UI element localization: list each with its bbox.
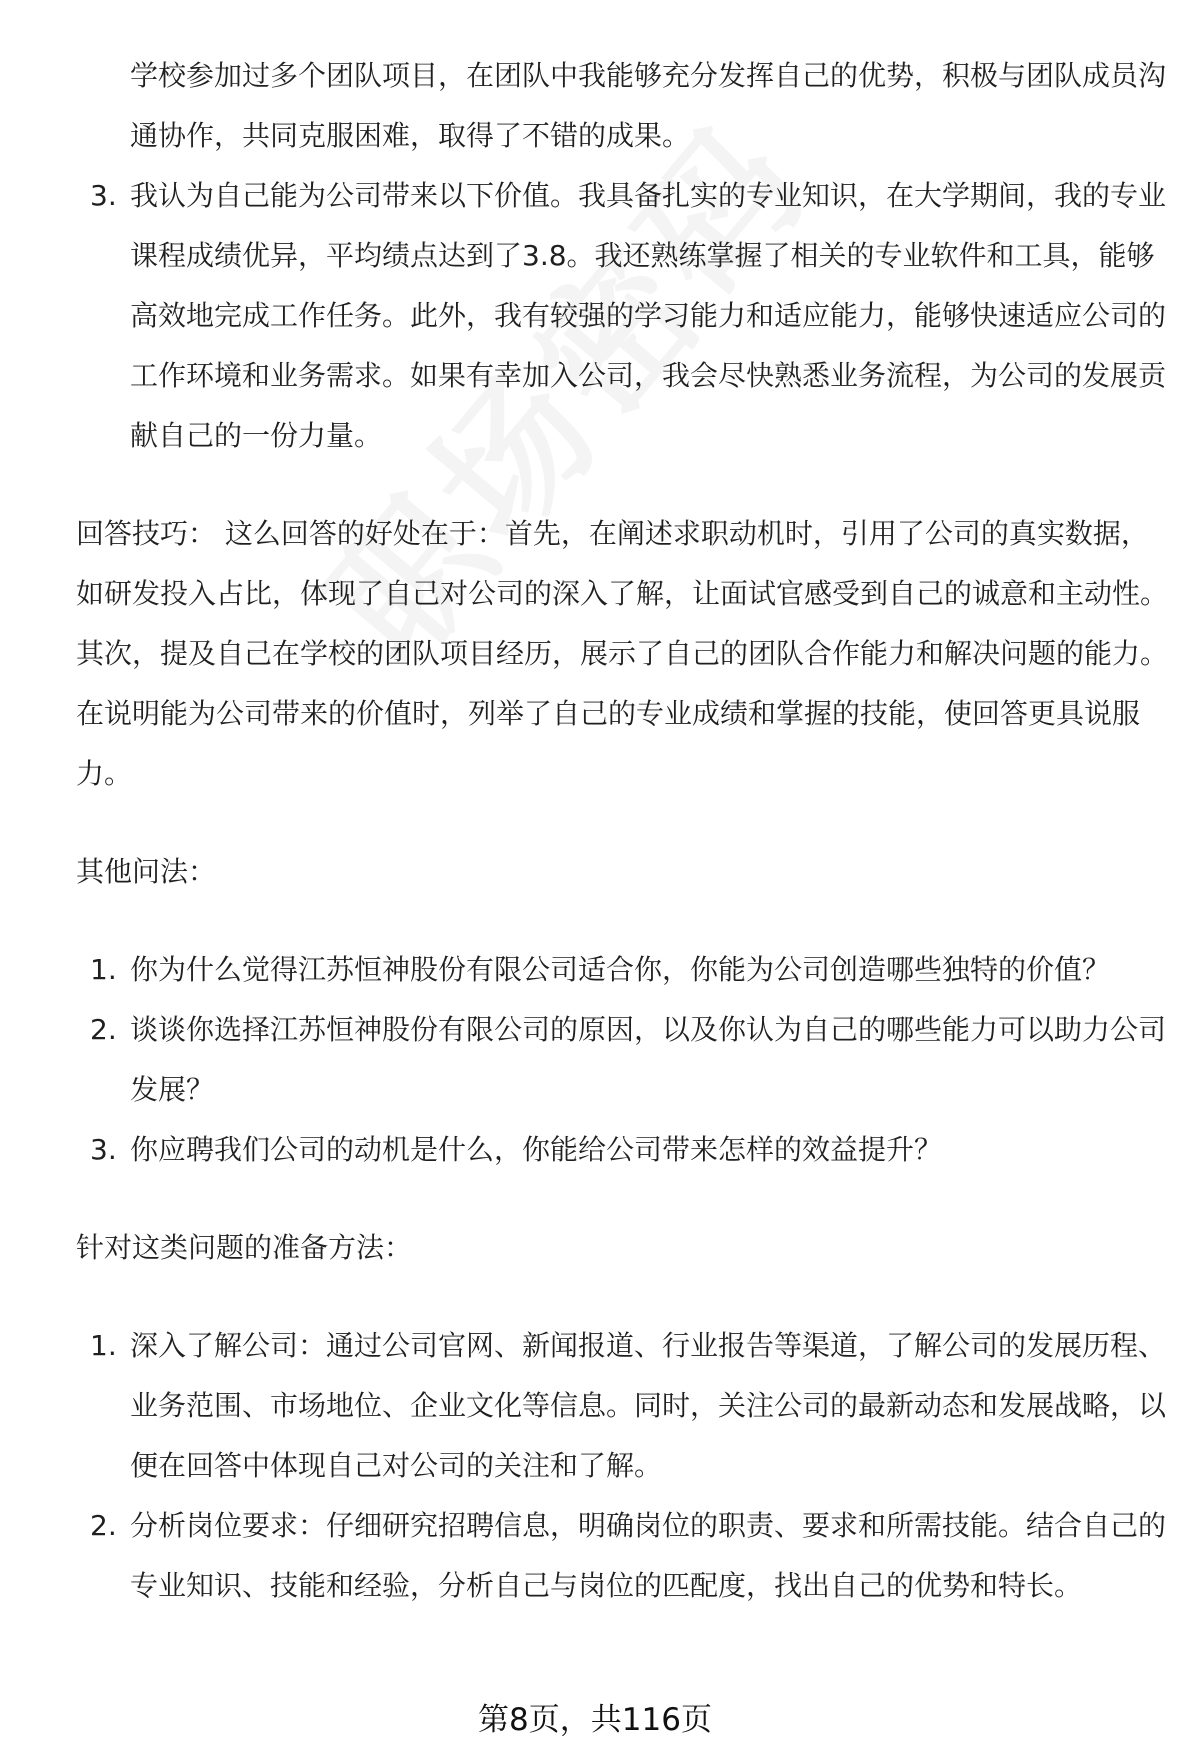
list-item-text: 谈谈你选择江苏恒神股份有限公司的原因，以及你认为自己的哪些能力可以助力公司发展？	[130, 1013, 1167, 1106]
preparation-item	[76, 1496, 1176, 1616]
preparation-heading: 针对这类问题的准备方法：	[76, 1231, 413, 1264]
spacer	[76, 804, 1176, 842]
list-number: 2.	[90, 1013, 117, 1046]
list-item-text: 深入了解公司：通过公司官网、新闻报道、行业报告等渠道，了解公司的发展历程、业务范围、市场地位、企业文化等信息。同时，关注公司的最新动态和发展战略，以便在回答中体现自己对公司的关注和了解。	[130, 1329, 1167, 1482]
list-number: 1.	[90, 1329, 117, 1362]
spacer	[76, 1180, 1176, 1218]
other-questions-heading: 其他问法：	[76, 855, 217, 888]
page-footer: 第8页，共116页	[478, 1702, 712, 1738]
list-item-text: 分析岗位要求：仔细研究招聘信息，明确岗位的职责、要求和所需技能。结合自己的专业知识、技能和经验，分析自己与岗位的匹配度，找出自己的优势和特长。	[130, 1509, 1167, 1602]
page-content	[76, 46, 1176, 1616]
spacer	[76, 1278, 1176, 1316]
list-item-text: 我认为自己能为公司带来以下价值。我具备扎实的专业知识，在大学期间，我的专业课程成绩优异，平均绩点达到了3.8。我还熟练掌握了相关的专业软件和工具，能够高效地完成工作任务。此外，我有较强的学习能力和适应能力，能够快速适应公司的工作环境和业务需求。如果有幸加入公司，我会尽快熟悉业务流程，为公司的发展贡献自己的一份力量。	[130, 179, 1167, 452]
list-item-text: 你为什么觉得江苏恒神股份有限公司适合你，你能为公司创造哪些独特的价值？	[130, 953, 1111, 986]
list-number: 3.	[90, 1133, 117, 1166]
list-number: 3.	[90, 179, 117, 212]
other-question-item	[76, 1000, 1176, 1120]
answer-tips-paragraph: 回答技巧： 这么回答的好处在于：首先，在阐述求职动机时，引用了公司的真实数据，如研发投入占比，体现了自己对公司的深入了解，让面试官感受到自己的诚意和主动性。其次，提及自己在学校的团队项目经历，展示了自己的团队合作能力和解决问题的能力。在说明能为公司带来的价值时，列举了自己的专业成绩和掌握的技能，使回答更具说服力。	[76, 517, 1169, 790]
other-question-item	[76, 940, 1176, 1000]
spacer	[76, 902, 1176, 940]
list-item-continued	[76, 46, 1176, 166]
continued-paragraph: 学校参加过多个团队项目，在团队中我能够充分发挥自己的优势，积极与团队成员沟通协作，共同克服困难，取得了不错的成果。	[130, 59, 1167, 152]
spacer	[76, 466, 1176, 504]
other-question-item	[76, 1120, 1176, 1180]
list-number: 1.	[90, 953, 117, 986]
list-item-answer-3	[76, 166, 1176, 466]
list-number: 2.	[90, 1509, 117, 1542]
list-item-text: 你应聘我们公司的动机是什么，你能给公司带来怎样的效益提升？	[130, 1133, 943, 1166]
preparation-item	[76, 1316, 1176, 1496]
